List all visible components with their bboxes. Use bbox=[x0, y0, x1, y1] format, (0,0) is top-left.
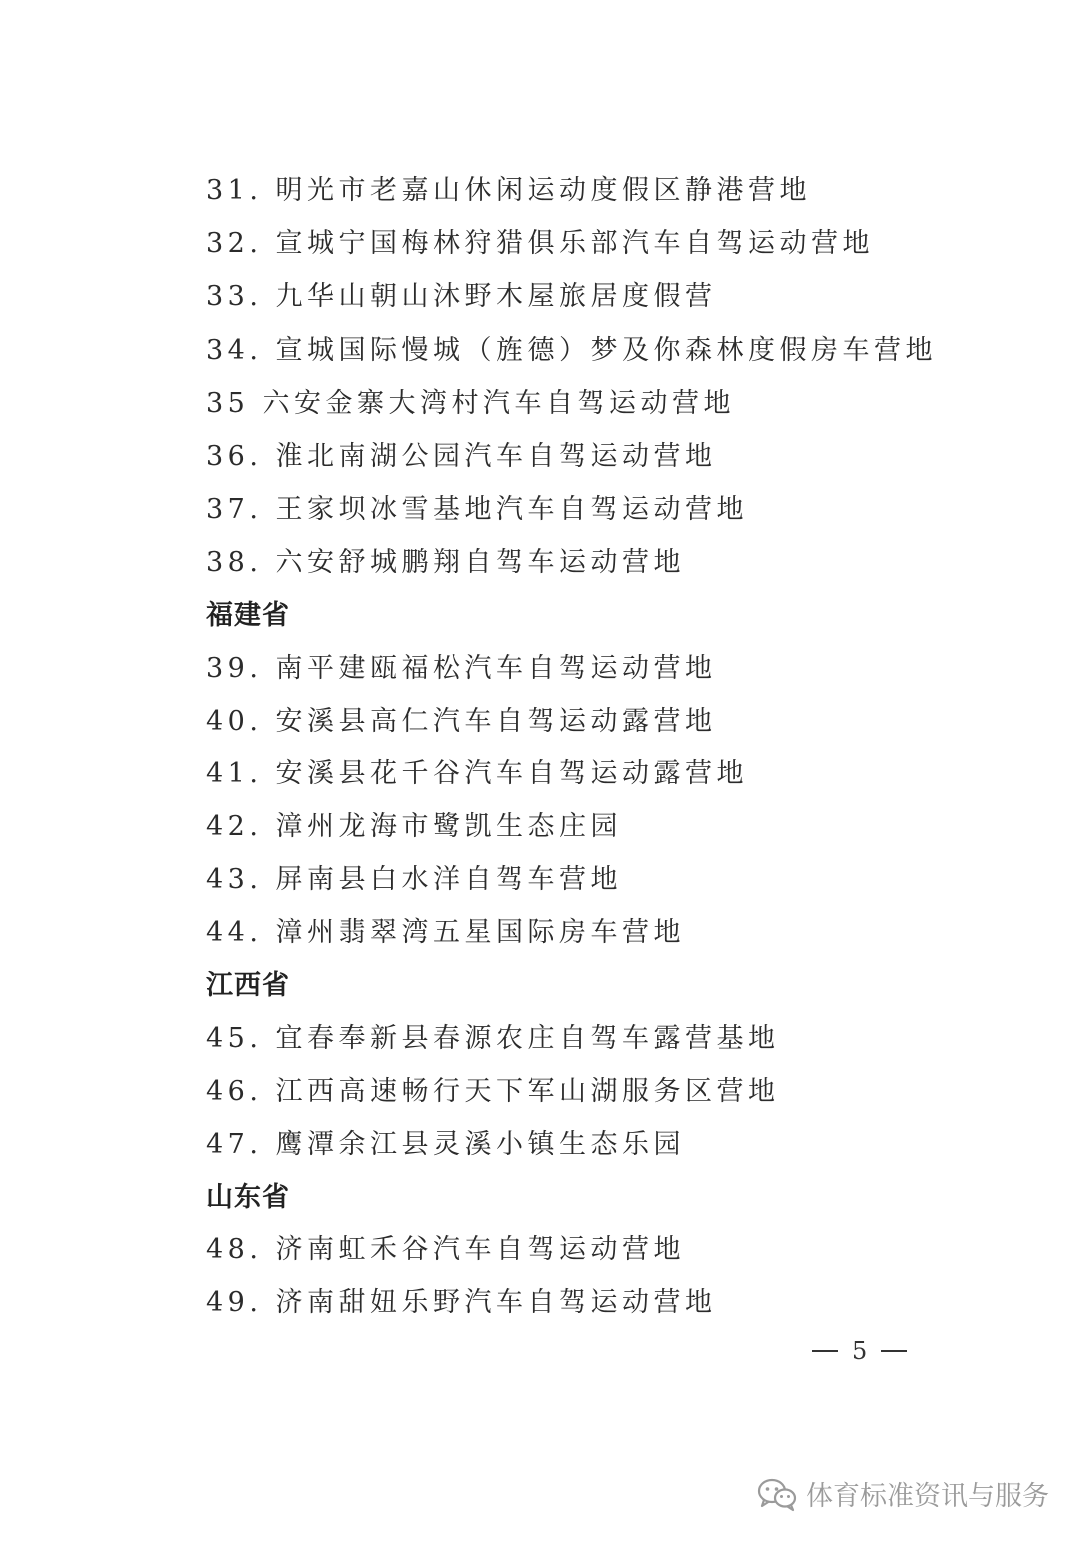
list-item: 38. 六安舒城鹏翔自驾车运动营地 bbox=[206, 547, 686, 578]
list-item: 49. 济南甜妞乐野汽车自驾运动营地 bbox=[206, 1287, 717, 1318]
list-item: 43. 屏南县白水洋自驾车营地 bbox=[206, 864, 623, 895]
watermark-text: 体育标准资讯与服务 bbox=[806, 1481, 1049, 1512]
list-item: 33. 九华山朝山沐野木屋旅居度假营 bbox=[206, 281, 717, 312]
section-heading-jiangxi: 江西省 bbox=[206, 970, 290, 1001]
dash-left bbox=[812, 1350, 838, 1352]
list-item: 45. 宜春奉新县春源农庄自驾车露营基地 bbox=[206, 1023, 780, 1054]
list-item: 42. 漳州龙海市鹭凯生态庄园 bbox=[206, 811, 623, 842]
watermark bbox=[756, 1474, 1049, 1513]
list-item: 40. 安溪县高仁汽车自驾运动露营地 bbox=[206, 706, 717, 737]
list-item: 39. 南平建瓯福松汽车自驾运动营地 bbox=[206, 653, 717, 684]
page-number-value: 5 bbox=[852, 1337, 868, 1365]
list-item: 41. 安溪县花千谷汽车自驾运动露营地 bbox=[206, 758, 749, 789]
list-item: 31. 明光市老嘉山休闲运动度假区静港营地 bbox=[206, 175, 812, 206]
list-item: 47. 鹰潭余江县灵溪小镇生态乐园 bbox=[206, 1129, 686, 1160]
list-item: 32. 宣城宁国梅林狩猎俱乐部汽车自驾运动营地 bbox=[206, 228, 875, 259]
list-item: 37. 王家坝冰雪基地汽车自驾运动营地 bbox=[206, 494, 749, 525]
list-item: 44. 漳州翡翠湾五星国际房车营地 bbox=[206, 917, 686, 948]
list-item: 36. 淮北南湖公园汽车自驾运动营地 bbox=[206, 441, 717, 472]
dash-right bbox=[881, 1350, 907, 1352]
list-item: 48. 济南虹禾谷汽车自驾运动营地 bbox=[206, 1234, 686, 1265]
section-heading-fujian: 福建省 bbox=[206, 600, 290, 631]
list-item: 46. 江西高速畅行天下军山湖服务区营地 bbox=[206, 1076, 780, 1107]
page-number bbox=[812, 1336, 907, 1366]
list-item: 35 六安金寨大湾村汽车自驾运动营地 bbox=[206, 388, 735, 419]
list-item: 34. 宣城国际慢城（旌德）梦及你森林度假房车营地 bbox=[206, 335, 938, 366]
wechat-icon bbox=[756, 1476, 798, 1512]
section-heading-shandong: 山东省 bbox=[206, 1182, 290, 1213]
